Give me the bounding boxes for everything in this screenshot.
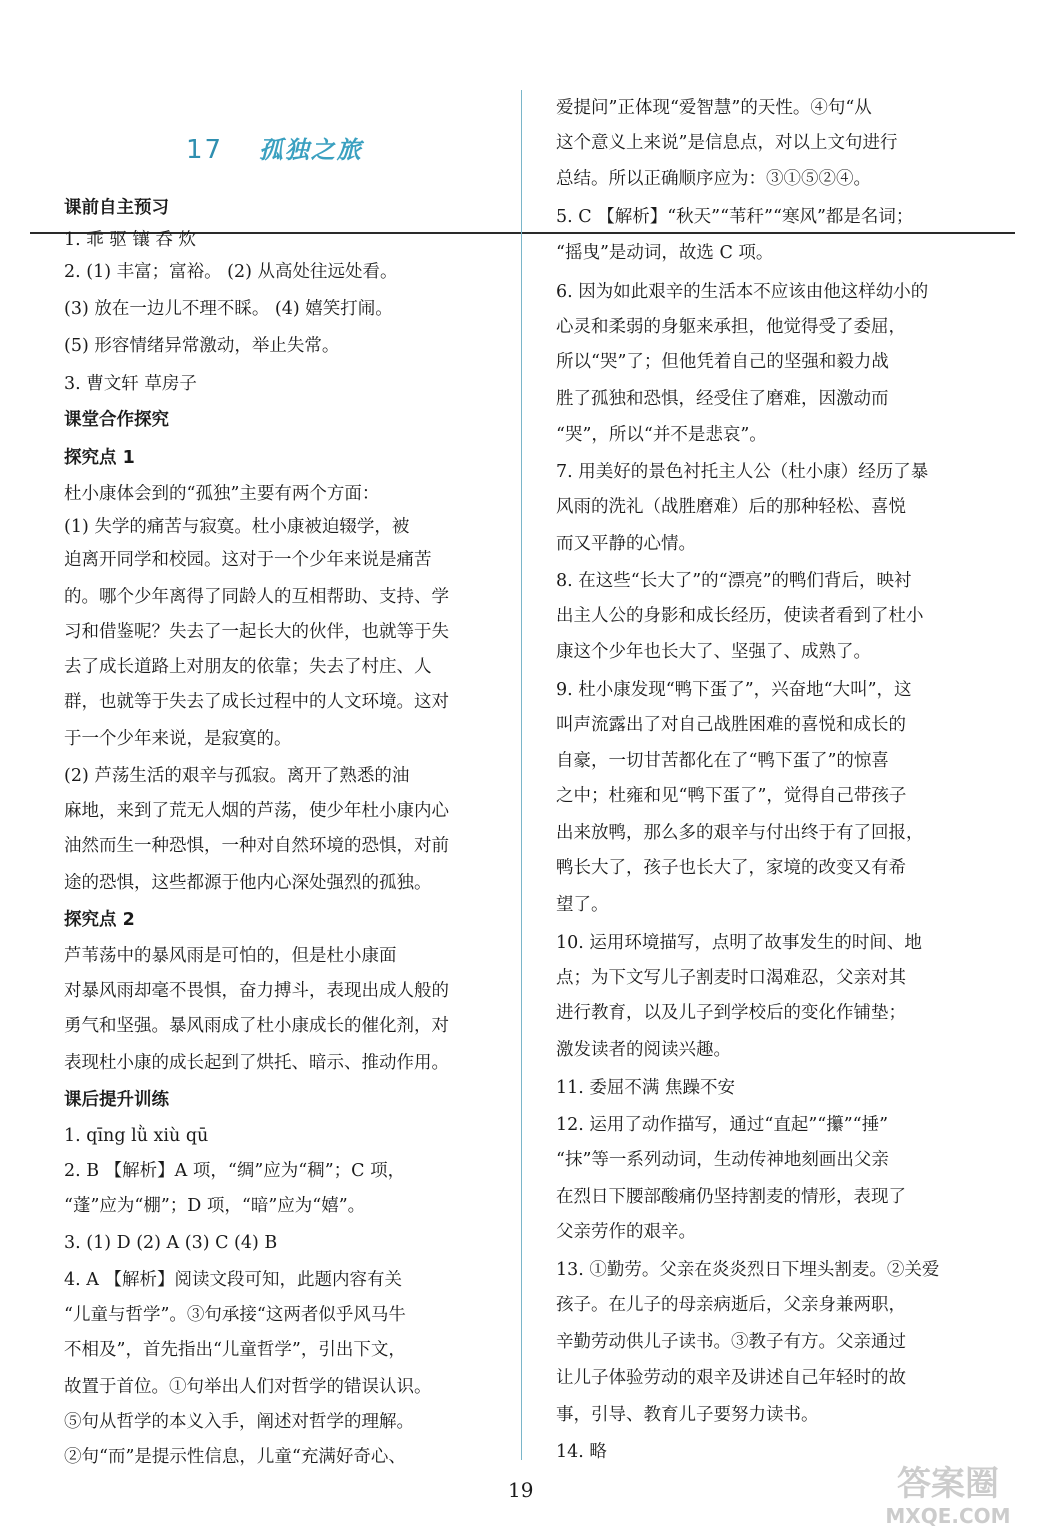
watermark-logo bbox=[868, 1455, 1028, 1531]
right-line: 出主人公的身影和成长经历，使读者看到了杜小 bbox=[556, 606, 924, 626]
watermark-domain: MXQE.COM bbox=[885, 1504, 1011, 1528]
left-line: 去了成长道路上对朋友的依靠；失去了村庄、人 bbox=[64, 657, 432, 677]
left-line: 麻地，来到了荒无人烟的芦荡，使少年杜小康内心 bbox=[64, 801, 449, 821]
left-line: 2. B 【解析】A 项，“绸”应为“稠”；C 项， bbox=[64, 1161, 406, 1181]
right-line: 康这个少年也长大了、坚强了、成熟了。 bbox=[556, 642, 871, 662]
left-line: 芦苇荡中的暴风雨是可怕的，但是杜小康面 bbox=[64, 946, 397, 966]
right-line: 之中；杜雍和见“鸭下蛋了”，觉得自己带孩子 bbox=[556, 786, 907, 806]
right-line: 辛勤劳动供儿子读书。③教子有方。父亲通过 bbox=[556, 1332, 906, 1352]
left-line: “儿童与哲学”。③句承接“这两者似乎风马牛 bbox=[64, 1305, 406, 1325]
right-line: 8. 在这些“长大了”的“漂亮”的鸭们背后，映衬 bbox=[556, 571, 912, 591]
left-heading: 探究点 2 bbox=[64, 910, 135, 930]
right-line: 5. C 【解析】“秋天”“苇秆”“寒风”都是名词； bbox=[556, 207, 914, 227]
left-line: 于一个少年来说，是寂寞的。 bbox=[64, 729, 292, 749]
watermark-title: 答案圈 bbox=[897, 1464, 999, 1504]
right-line: 这个意义上来说”是信息点，对以上文句进行 bbox=[556, 133, 898, 153]
right-line: 望了。 bbox=[556, 895, 609, 915]
right-line: 让儿子体验劳动的艰辛及讲述自己年轻时的故 bbox=[556, 1368, 906, 1388]
left-line: 迫离开同学和校园。这对于一个少年来说是痛苦 bbox=[64, 550, 432, 570]
left-line: (3) 放在一边儿不理不睬。 (4) 嬉笑打闹。 bbox=[64, 299, 393, 319]
column-divider bbox=[521, 90, 522, 1460]
left-line: ⑤句从哲学的本义入手，阐述对哲学的理解。 bbox=[64, 1412, 414, 1432]
right-line: 10. 运用环境描写，点明了故事发生的时间、地 bbox=[556, 933, 922, 953]
left-line: 故置于首位。①句举出人们对哲学的错误认识。 bbox=[64, 1377, 432, 1397]
right-line: 而又平静的心情。 bbox=[556, 534, 696, 554]
left-line: (2) 芦荡生活的艰辛与孤寂。离开了熟悉的油 bbox=[64, 766, 410, 786]
left-line: ②句“而”是提示性信息，儿童“充满好奇心、 bbox=[64, 1447, 406, 1467]
page-number: 19 bbox=[508, 1478, 534, 1502]
right-line: 进行教育，以及儿子到学校后的变化作铺垫； bbox=[556, 1003, 906, 1023]
right-line: 出来放鸭，那么多的艰辛与付出终于有了回报， bbox=[556, 823, 924, 843]
lesson-name: 孤独之旅 bbox=[258, 135, 363, 164]
left-line: 表现杜小康的成长起到了烘托、暗示、推动作用。 bbox=[64, 1053, 449, 1073]
left-line: 1. qīng lǜ xiù qū bbox=[64, 1126, 209, 1146]
left-line: 勇气和坚强。暴风雨成了杜小康成长的催化剂，对 bbox=[64, 1016, 449, 1036]
left-heading: 课后提升训练 bbox=[64, 1090, 169, 1110]
right-line: 风雨的洗礼（战胜磨难）后的那种轻松、喜悦 bbox=[556, 497, 906, 517]
left-line: 对暴风雨却毫不畏惧，奋力搏斗，表现出成人般的 bbox=[64, 981, 449, 1001]
right-line: “哭”，所以“并不是悲哀”。 bbox=[556, 425, 767, 445]
right-line: 6. 因为如此艰辛的生活本不应该由他这样幼小的 bbox=[556, 282, 929, 302]
left-line: (1) 失学的痛苦与寂寞。杜小康被迫辍学，被 bbox=[64, 517, 410, 537]
right-line: 9. 杜小康发现“鸭下蛋了”，兴奋地“大叫”，这 bbox=[556, 680, 912, 700]
left-line: 3. 曹文轩 草房子 bbox=[64, 374, 197, 394]
lesson-number: 17 bbox=[186, 135, 224, 165]
right-line: 事，引导、教育儿子要努力读书。 bbox=[556, 1405, 819, 1425]
right-line: 爱提问”正体现“爱智慧”的天性。④句“从 bbox=[556, 98, 872, 118]
right-line: 心灵和柔弱的身躯来承担，他觉得受了委屈， bbox=[556, 317, 906, 337]
left-line: 油然而生一种恐惧，一种对自然环境的恐惧，对前 bbox=[64, 836, 449, 856]
left-heading: 课前自主预习 bbox=[64, 198, 169, 218]
left-line: 2. (1) 丰富；富裕。 (2) 从高处往远处看。 bbox=[64, 262, 398, 282]
right-line: 13. ①勤劳。父亲在炎炎烈日下埋头割麦。②关爱 bbox=[556, 1260, 940, 1280]
right-line: 点；为下文写儿子割麦时口渴难忍，父亲对其 bbox=[556, 968, 906, 988]
right-line: 鸭长大了，孩子也长大了，家境的改变又有希 bbox=[556, 858, 906, 878]
right-line: 14. 略 bbox=[556, 1442, 607, 1462]
right-line: 所以“哭”了；但他凭着自己的坚强和毅力战 bbox=[556, 352, 889, 372]
left-line: 4. A 【解析】阅读文段可知，此题内容有关 bbox=[64, 1270, 402, 1290]
left-line: 群，也就等于失去了成长过程中的人文环境。这对 bbox=[64, 692, 449, 712]
left-line: 不相及”，首先指出“儿童哲学”，引出下文， bbox=[64, 1340, 406, 1360]
right-line: 12. 运用了动作描写，通过“直起”“攥”“捶” bbox=[556, 1115, 889, 1135]
right-line: 7. 用美好的景色衬托主人公（杜小康）经历了暴 bbox=[556, 462, 929, 482]
left-line: 杜小康体会到的“孤独”主要有两个方面： bbox=[64, 484, 380, 504]
left-heading: 探究点 1 bbox=[64, 448, 135, 468]
right-line: 叫声流露出了对自己战胜困难的喜悦和成长的 bbox=[556, 715, 906, 735]
right-line: 总结。所以正确顺序应为：③①⑤②④。 bbox=[556, 169, 871, 189]
left-line: “蓬”应为“棚”；D 项，“暗”应为“嬉”。 bbox=[64, 1196, 366, 1216]
left-line: (5) 形容情绪异常激动，举止失常。 bbox=[64, 336, 340, 356]
right-line: 胜了孤独和恐惧，经受住了磨难，因激动而 bbox=[556, 389, 889, 409]
left-line: 途的恐惧，这些都源于他内心深处强烈的孤独。 bbox=[64, 873, 432, 893]
left-heading: 课堂合作探究 bbox=[64, 410, 169, 430]
right-line: 孩子。在儿子的母亲病逝后，父亲身兼两职， bbox=[556, 1295, 906, 1315]
left-line: 3. (1) D (2) A (3) C (4) B bbox=[64, 1233, 278, 1253]
right-line: 11. 委屈不满 焦躁不安 bbox=[556, 1078, 735, 1098]
left-line: 1. 乖 驱 镶 呑 炊 bbox=[64, 230, 197, 250]
left-line: 习和借鉴呢？失去了一起长大的伙伴，也就等于失 bbox=[64, 622, 449, 642]
left-line: 的。哪个少年离得了同龄人的互相帮助、支持、学 bbox=[64, 587, 449, 607]
lesson-title bbox=[186, 130, 363, 165]
right-line: 自豪，一切甘苦都化在了“鸭下蛋了”的惊喜 bbox=[556, 751, 889, 771]
right-line: “抹”等一系列动词，生动传神地刻画出父亲 bbox=[556, 1150, 889, 1170]
right-line: “摇曳”是动词，故选 C 项。 bbox=[556, 243, 774, 263]
right-line: 父亲劳作的艰辛。 bbox=[556, 1222, 696, 1242]
right-line: 激发读者的阅读兴趣。 bbox=[556, 1040, 731, 1060]
right-line: 在烈日下腰部酸痛仍坚持割麦的情形，表现了 bbox=[556, 1187, 906, 1207]
